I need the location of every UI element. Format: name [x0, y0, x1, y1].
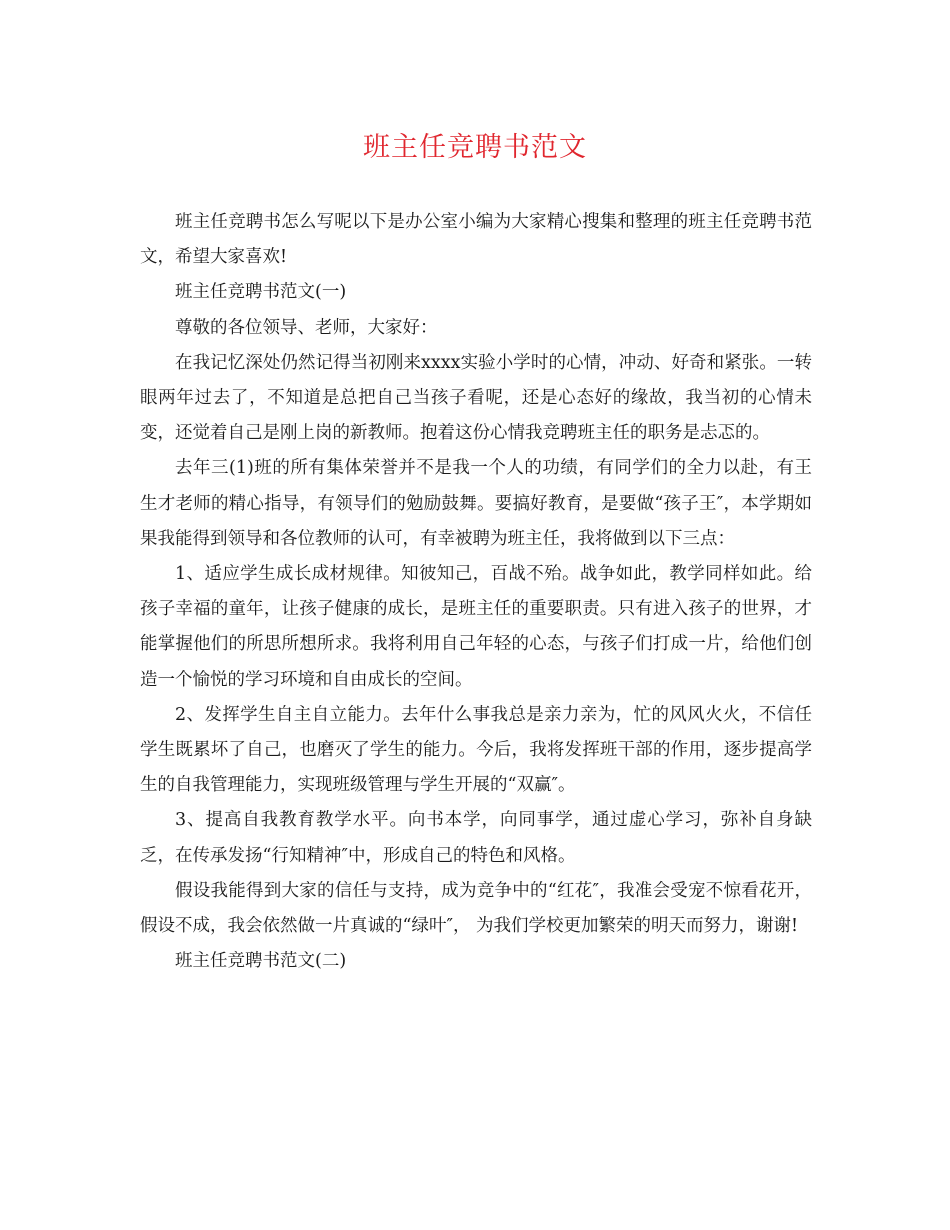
document-title: 班主任竞聘书范文	[363, 132, 587, 163]
list-item: 3、提高自我教育教学水平。向书本学，向同事学，通过虚心学习，弥补自身缺乏，在传承发扬“行知精神″中，形成自己的特色和风格。	[140, 810, 812, 866]
intro-paragraph: 班主任竞聘书怎么写呢以下是办公室小编为大家精心搜集和整理的班主任竞聘书范文，希望大家喜欢!	[140, 212, 812, 268]
list-item: 2、发挥学生自主自立能力。去年什么事我总是亲力亲为，忙的风风火火，不信任学生既累坏了自己，也磨灭了学生的能力。今后，我将发挥班干部的作用，逐步提高学生的自我管理能力，实现班级管理与学生开展的“双赢″。	[140, 704, 812, 796]
closing-paragraph: 假设我能得到大家的信任与支持，成为竞争中的“红花″，我准会受宠不惊看花开，假设不成，我会依然做一片真诚的“绿叶″， 为我们学校更加繁荣的明天而努力，谢谢!	[140, 880, 812, 937]
list-item: 1、适应学生成长成材规律。知彼知己，百战不殆。战争如此，教学同样如此。给孩子幸福的童年，让孩子健康的成长，是班主任的重要职责。只有进入孩子的世界，才能掌握他们的所思所想所求。我将利用自己年轻的心态，与孩子们打成一片，给他们创造一个愉悦的学习环境和自由成长的空间。	[140, 564, 812, 690]
body-paragraph: 在我记忆深处仍然记得当初刚来xxxx实验小学时的心情，冲动、好奇和紧张。一转眼两年过去了，不知道是总把自己当孩子看呢，还是心态好的缘故，我当初的心情未变，还觉着自己是刚上岗的新教师。抱着这份心情我竞聘班主任的职务是忐忑的。	[140, 352, 812, 444]
document-body	[140, 205, 812, 979]
section-heading-1: 班主任竞聘书范文(一)	[175, 282, 347, 303]
body-paragraph: 去年三(1)班的所有集体荣誉并不是我一个人的功绩，有同学们的全力以赴，有王生才老师的精心指导，有领导们的勉励鼓舞。要搞好教育，是要做“孩子王″，本学期如果我能得到领导和各位教师的认可，有幸被聘为班主任，我将做到以下三点：	[140, 458, 812, 549]
section-heading-2: 班主任竞聘书范文(二)	[175, 951, 347, 972]
salutation: 尊敬的各位领导、老师，大家好：	[175, 317, 438, 338]
